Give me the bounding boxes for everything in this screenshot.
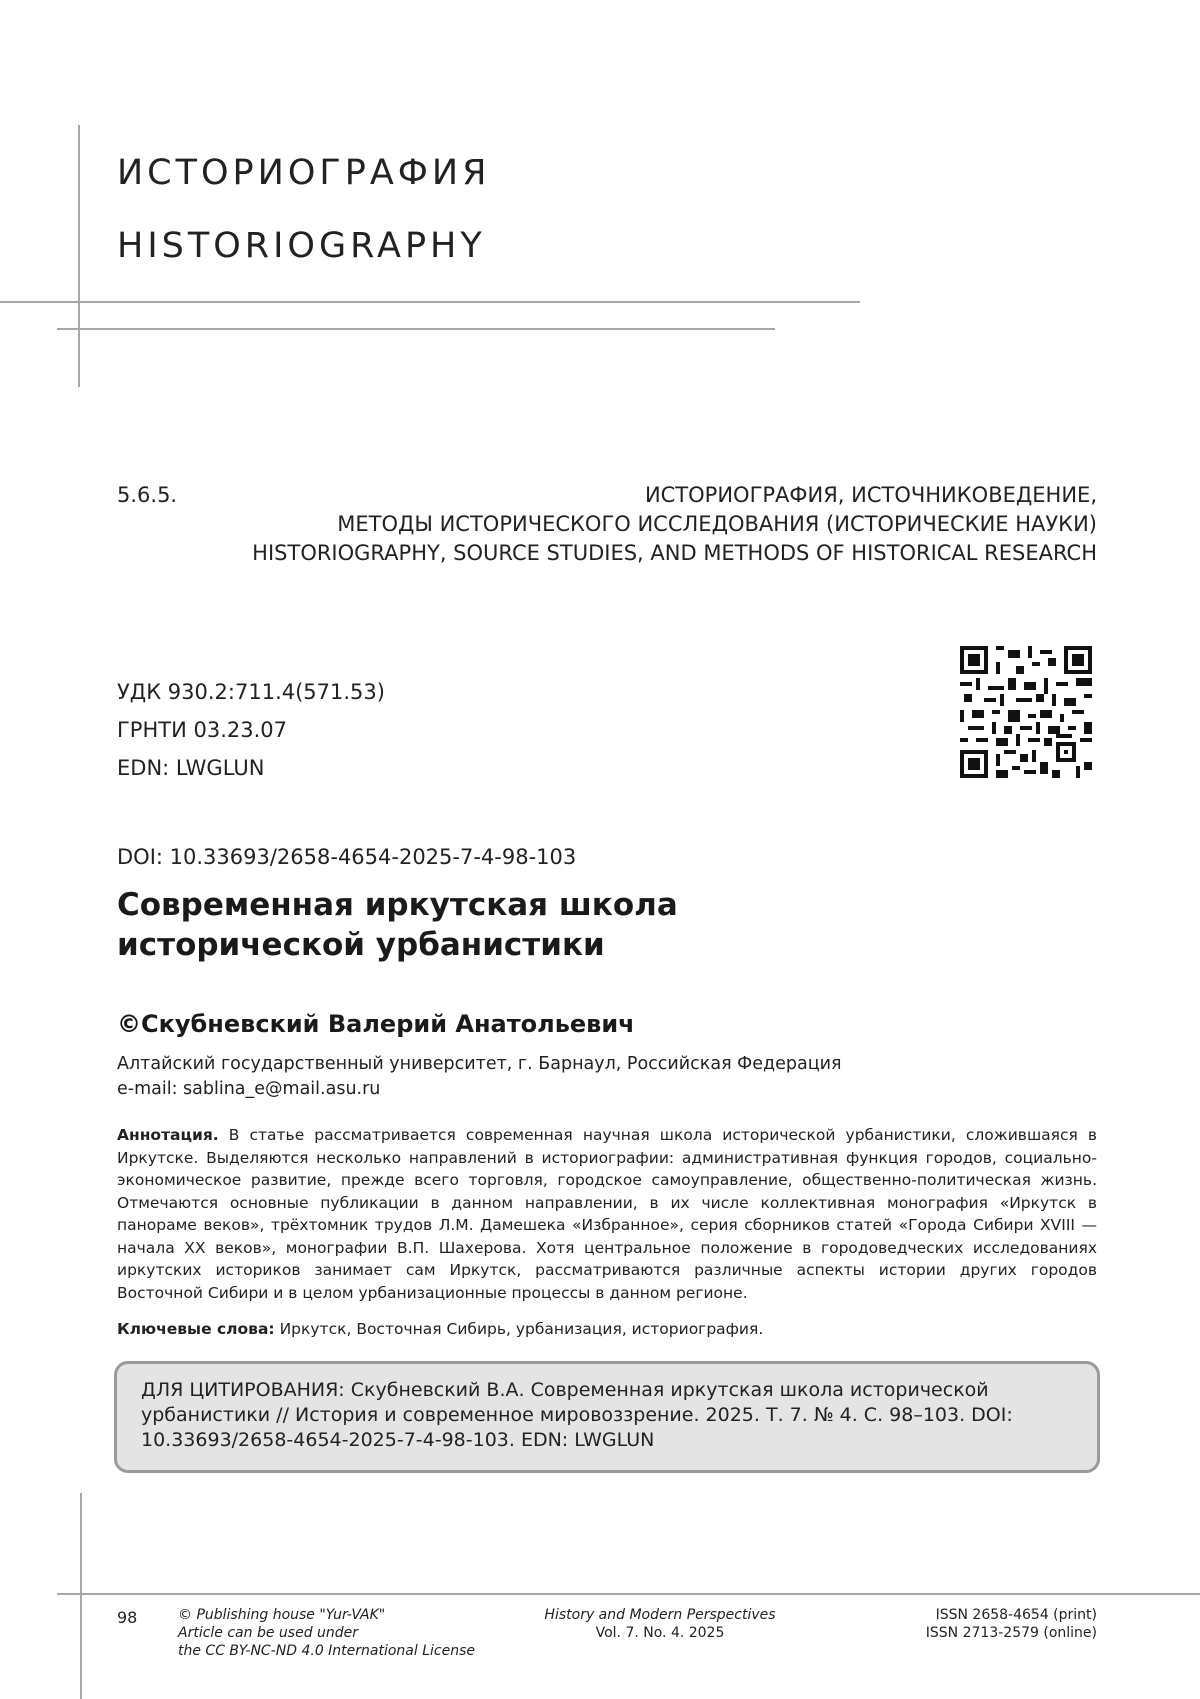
author-affiliation-block [117, 1052, 842, 1102]
publisher-line-2: Article can be used under [178, 1625, 359, 1641]
rubric-code: 5.6.5. [117, 483, 178, 507]
keywords-label: Ключевые слова: [117, 1320, 275, 1338]
keywords [117, 1318, 1097, 1340]
abstract [117, 1124, 1097, 1304]
author-affiliation: Алтайский государственный университет, г. Барнаул, Российская Федерация [117, 1054, 842, 1074]
article-title-line-1: Современная иркутская школа [117, 887, 678, 923]
publisher-line-3: the CC BY-NC-ND 4.0 International License [178, 1643, 476, 1659]
grnti-code: ГРНТИ 03.23.07 [117, 718, 287, 742]
abstract-label: Аннотация. [117, 1126, 219, 1144]
header-horizontal-rule-lower [57, 328, 775, 330]
author-name: ©Скубневский Валерий Анатольевич [117, 1010, 635, 1038]
publisher-line-1: © Publishing house "Yur-VAK" [178, 1607, 386, 1623]
abstract-text: В статье рассматривается современная научная школа исторической урбанистики, сложившаяся в Иркутске. Выделяются несколько направлений в историографии: административная функция городов, социально-экономическое развитие, прежде всего торговля, городское самоуправление, общественно-политическая жизнь. Отмечаются основные публикации в данном направлении, в их числе коллективная монография «Иркутск в панораме веков», трёхтомник трудов Л.М. Дамешека «Избранное», серия сборников статей «Города Сибири XVIII — начала XX веков», монографии В.П. Шахерова. Хотя центральное положение в городоведческих исследованиях иркутских историков занимает сам Иркутск, рассматриваются различные аспекты истории других городов Восточной Сибири и в целом урбанизационные процессы в данном регионе. [117, 1126, 1097, 1302]
rubric-line-1: ИСТОРИОГРАФИЯ, ИСТОЧНИКОВЕДЕНИЕ, [644, 483, 1097, 507]
identifiers-block [117, 673, 385, 787]
author-email: e-mail: sablina_e@mail.asu.ru [117, 1079, 381, 1099]
publisher-info [178, 1606, 508, 1660]
section-title-ru: ИСТОРИОГРАФИЯ [117, 153, 491, 193]
issn-info [860, 1606, 1097, 1642]
header-vertical-rule [78, 125, 80, 387]
page-number: 98 [117, 1608, 138, 1627]
journal-issue: Vol. 7. No. 4. 2025 [595, 1625, 725, 1641]
footer-horizontal-rule [57, 1593, 1200, 1595]
citation-box [114, 1361, 1100, 1473]
keywords-text: Иркутск, Восточная Сибирь, урбанизация, историография. [279, 1320, 764, 1338]
journal-name: History and Modern Perspectives [544, 1607, 776, 1623]
qr-code-icon [960, 646, 1092, 778]
article-title [117, 885, 678, 965]
journal-info [530, 1606, 790, 1642]
rubric-block [117, 481, 1097, 568]
edn-code: EDN: LWGLUN [117, 756, 265, 780]
rubric-line-2: МЕТОДЫ ИСТОРИЧЕСКОГО ИССЛЕДОВАНИЯ (ИСТОРИЧЕСКИЕ НАУКИ) [337, 512, 1097, 536]
issn-online: ISSN 2713-2579 (online) [925, 1625, 1097, 1641]
rubric-line-3: HISTORIOGRAPHY, SOURCE STUDIES, AND METHODS OF HISTORICAL RESEARCH [252, 541, 1097, 565]
footer-vertical-rule [80, 1493, 82, 1699]
article-title-line-2: исторической урбанистики [117, 927, 605, 963]
citation-label: ДЛЯ ЦИТИРОВАНИЯ: [141, 1379, 345, 1401]
section-title-en: HISTORIOGRAPHY [117, 226, 486, 266]
citation-text: Скубневский В.А. Современная иркутская школа исторической урбанистики // История и современное мировоззрение. 2025. Т. 7. № 4. С. 98–103. DOI: 10.33693/2658-4654-2025-7-4-98-103. EDN: LWGLUN [141, 1379, 1013, 1451]
doi: DOI: 10.33693/2658-4654-2025-7-4-98-103 [117, 845, 577, 869]
udk-code: УДК 930.2:711.4(571.53) [117, 680, 385, 704]
issn-print: ISSN 2658-4654 (print) [935, 1607, 1097, 1623]
header-horizontal-rule-upper [0, 301, 860, 303]
